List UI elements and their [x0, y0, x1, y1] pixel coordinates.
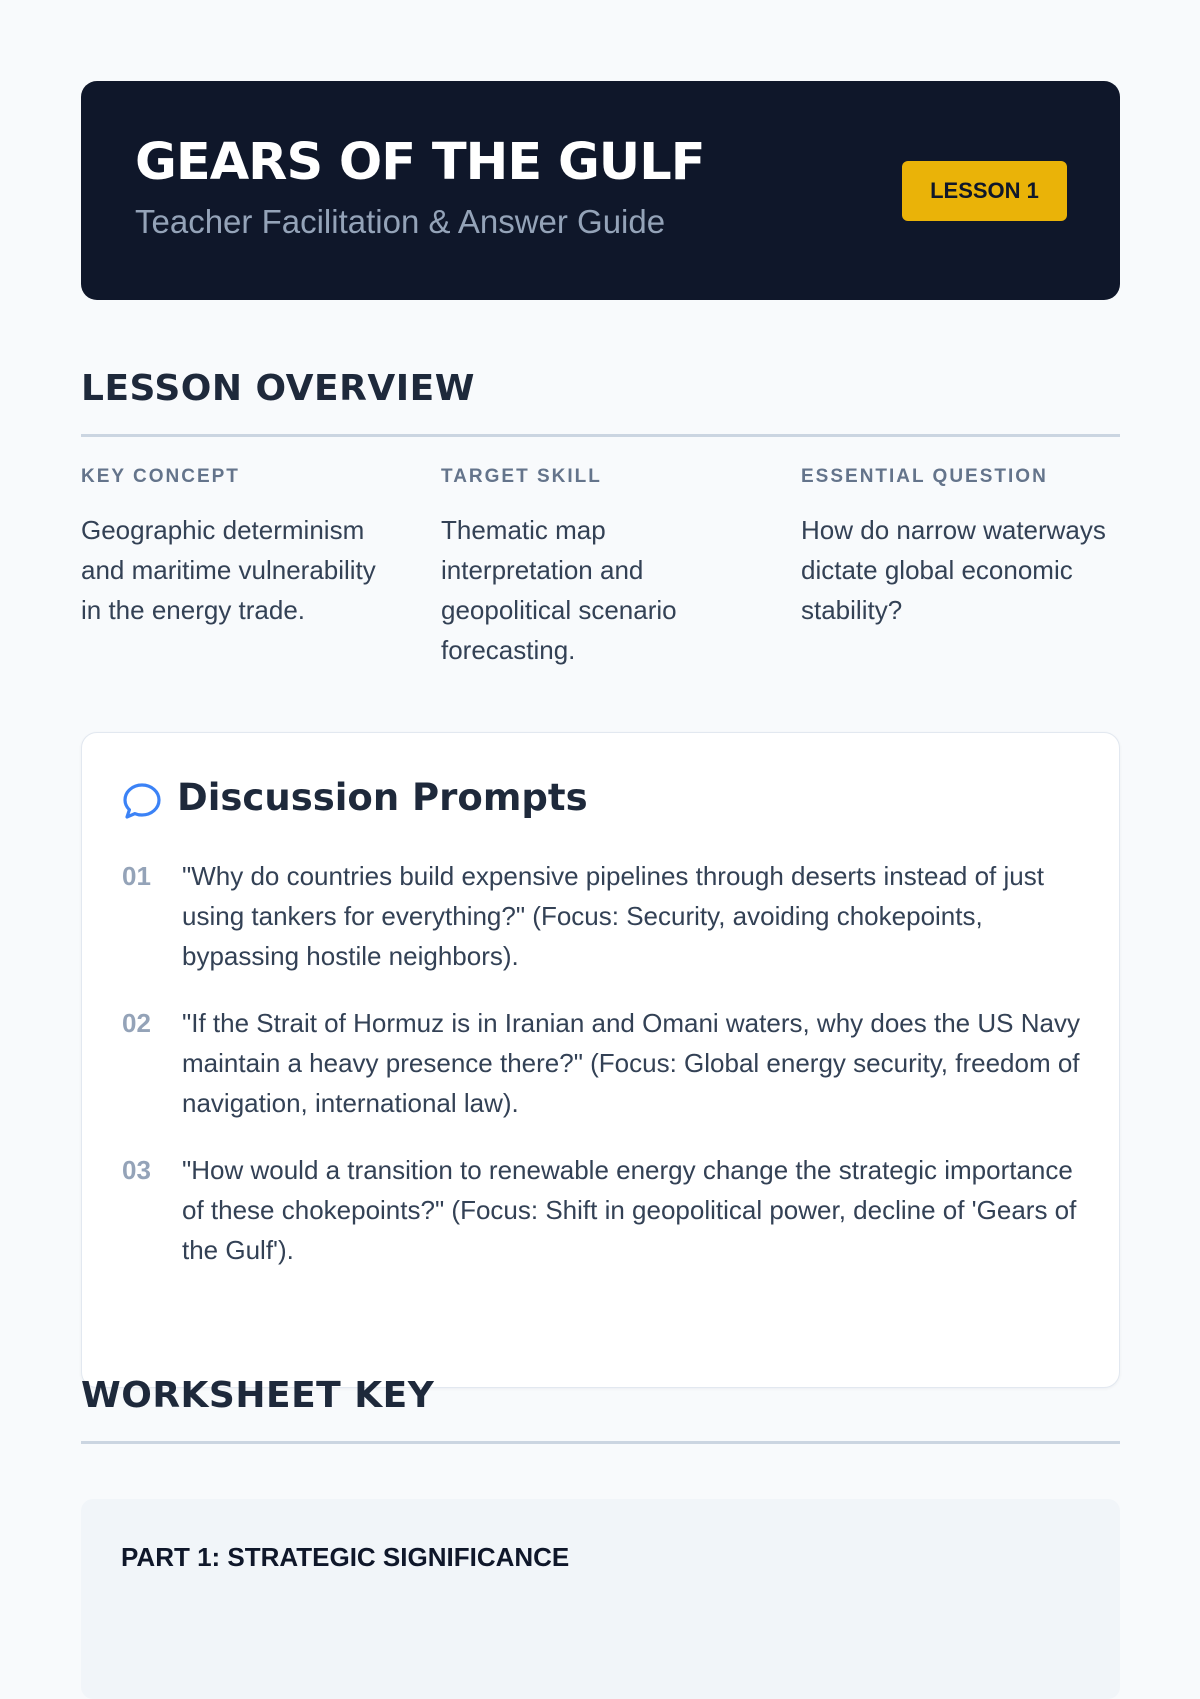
section-divider	[81, 434, 1120, 437]
section-divider	[81, 1441, 1120, 1444]
lesson-header	[81, 81, 1120, 300]
part-title: PART 1: STRATEGIC SIGNIFICANCE	[121, 1542, 570, 1572]
key-concept-column	[81, 467, 401, 630]
discussion-prompts-title: Discussion Prompts	[177, 776, 588, 819]
lesson-overview-grid	[81, 467, 1120, 667]
page-title: GEARS OF THE GULF	[135, 133, 705, 192]
prompt-number: 03	[122, 1155, 151, 1185]
prompt-number: 02	[122, 1008, 151, 1038]
prompt-number: 01	[122, 861, 151, 891]
target-skill-column	[441, 467, 761, 670]
worksheet-key-heading: WORKSHEET KEY	[81, 1375, 435, 1416]
speech-bubble-icon	[122, 781, 162, 821]
prompt-text: "If the Strait of Hormuz is in Iranian and Omani waters, why does the US Navy maintain a heavy presence there?" (Focus: Global energy security, freedom of navigation, international law).	[182, 1008, 1080, 1118]
lesson-badge: LESSON 1	[902, 161, 1067, 221]
target-skill-text: Thematic map interpretation and geopolitical scenario forecasting.	[441, 515, 677, 665]
target-skill-label: TARGET SKILL	[441, 466, 602, 487]
answer-guide-page	[81, 81, 1120, 1572]
key-concept-text: Geographic determinism and maritime vulnerability in the energy trade.	[81, 515, 376, 625]
prompt-text: "How would a transition to renewable energy change the strategic importance of these chokepoints?" (Focus: Shift in geopolitical power, decline of 'Gears of the Gulf').	[182, 1155, 1077, 1265]
prompt-text: "Why do countries build expensive pipelines through deserts instead of just using tankers for everything?" (Focus: Security, avoiding chokepoints, bypassing hostile neighbors).	[182, 861, 1044, 971]
page-subtitle: Teacher Facilitation & Answer Guide	[135, 203, 666, 240]
lesson-overview-heading: LESSON OVERVIEW	[81, 368, 475, 409]
key-concept-label: KEY CONCEPT	[81, 466, 240, 487]
discussion-prompts-card	[81, 732, 1120, 1388]
essential-question-label: ESSENTIAL QUESTION	[801, 466, 1048, 487]
essential-question-text: How do narrow waterways dictate global economic stability?	[801, 515, 1106, 625]
worksheet-part-card	[81, 1499, 1120, 1699]
essential-question-column	[801, 467, 1121, 630]
